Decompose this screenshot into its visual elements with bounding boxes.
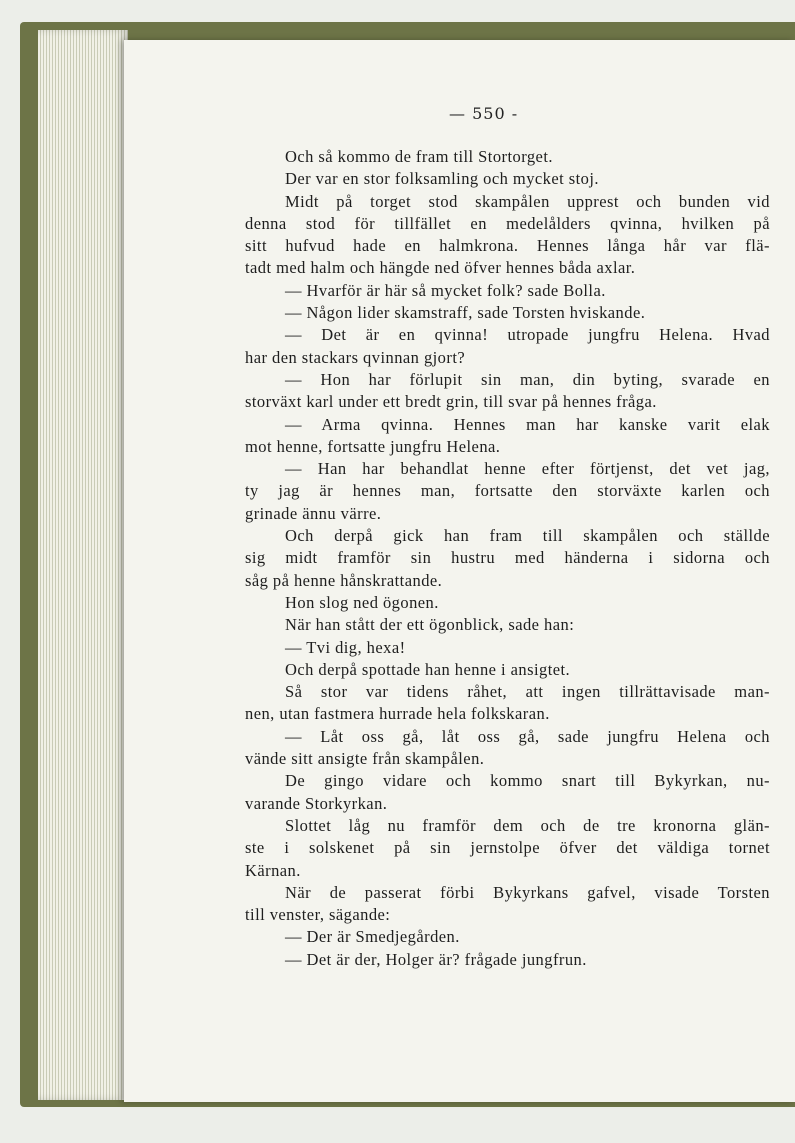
text-line: — Der är Smedjegården.: [285, 927, 460, 947]
text-line: När han stått der ett ögonblick, sade han:: [285, 615, 575, 635]
text-line: Och så kommo de fram till Stortorget.: [285, 147, 553, 166]
text-line: sitt hufvud hade en halmkrona. Hennes långa hår var flä-: [245, 236, 770, 256]
text-line: Hon slog ned ögonen.: [285, 592, 439, 612]
text-line: — Det är der, Holger är? frågade jungfrun.: [285, 949, 587, 969]
text-line: — Hvarför är här så mycket folk? sade Bolla.: [285, 280, 606, 300]
text-line: storväxt karl under ett bredt grin, till svar på hennes fråga.: [245, 392, 657, 412]
text-line: har den stackars qvinnan gjort?: [245, 347, 466, 367]
text-line: — Låt oss gå, låt oss gå, sade jungfru Helena och: [285, 726, 770, 746]
text-line: tadt med halm och hängde ned öfver hennes båda axlar.: [245, 258, 636, 278]
text-line: Der var en stor folksamling och mycket stoj.: [285, 169, 599, 189]
text-line: Midt på torget stod skampålen upprest och bunden vid: [285, 191, 770, 211]
text-line: — Hon har förlupit sin man, din byting, svarade en: [285, 369, 770, 389]
text-line: nen, utan fastmera hurrade hela folkskaran.: [245, 704, 550, 724]
page-edges: [38, 30, 128, 1100]
text-line: — Det är en qvinna! utropade jungfru Helena. Hvad: [285, 325, 770, 345]
text-line: ty jag är hennes man, fortsatte den storväxte karlen och: [245, 481, 770, 501]
text-line: — Arma qvinna. Hennes man har kanske varit elak: [285, 414, 770, 434]
body-text: [245, 146, 770, 971]
text-line: Så stor var tidens råhet, att ingen tillrättavisade man-: [285, 682, 770, 702]
text-line: De gingo vidare och kommo snart till Bykyrkan, nu-: [285, 771, 770, 791]
text-line: Slottet låg nu framför dem och de tre kronorna glän-: [285, 815, 770, 835]
text-line: denna stod för tillfället en medelålders qvinna, hvilken på: [245, 213, 770, 233]
text-line: Och derpå gick han fram till skampålen och ställde: [285, 526, 770, 546]
text-line: — Tvi dig, hexa!: [285, 637, 406, 657]
text-line: — Han har behandlat henne efter förtjenst, det vet jag,: [285, 459, 770, 479]
text-line: varande Storkyrkan.: [245, 793, 388, 813]
text-line: — Någon lider skamstraff, sade Torsten hviskande.: [285, 303, 646, 323]
text-line: till venster, sägande:: [245, 905, 391, 925]
text-line: mot henne, fortsatte jungfru Helena.: [245, 436, 501, 456]
text-line: Och derpå spottade han henne i ansigtet.: [285, 659, 571, 679]
page-number: — 550 -: [449, 104, 519, 123]
text-line: vände sitt ansigte från skampålen.: [245, 749, 485, 769]
text-line: sig midt framför sin hustru med händerna i sidorna och: [245, 548, 770, 568]
text-line: Kärnan.: [245, 860, 301, 880]
text-line: såg på henne hånskrattande.: [245, 570, 443, 590]
text-line: ste i solskenet på sin jernstolpe öfver det väldiga tornet: [245, 838, 770, 858]
text-line: grinade ännu värre.: [245, 503, 382, 523]
text-line: När de passerat förbi Bykyrkans gafvel, visade Torsten: [285, 882, 770, 902]
